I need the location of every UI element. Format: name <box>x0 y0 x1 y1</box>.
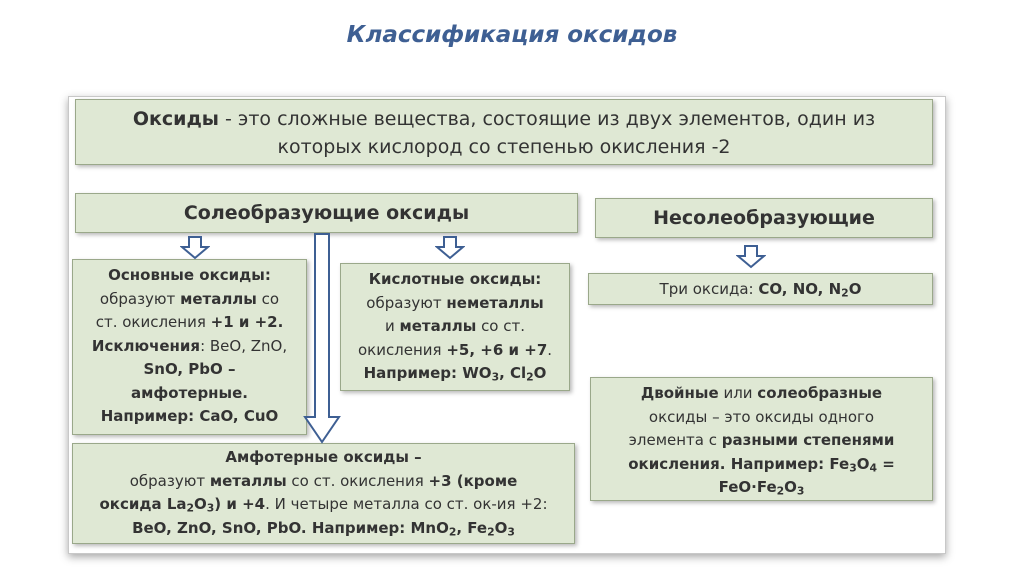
basic-line-5: SnO, PbO – <box>143 360 236 378</box>
definition-box <box>75 99 933 165</box>
acidic-line-5: Например: $WO_3$, $Cl_2O$ <box>363 364 547 384</box>
examples-prefix: Три оксида: <box>659 280 759 298</box>
basic-line-6: амфотерные. <box>131 383 248 402</box>
long-arrow-down-icon <box>302 233 342 445</box>
examples-formulas: CO, NO, $N_2O$ <box>758 280 862 300</box>
non-salt-forming-header <box>595 198 933 238</box>
basic-title: Основные оксиды: <box>108 266 271 284</box>
basic-line-7: Например: CaO, CuO <box>100 407 279 425</box>
definition-line-1 <box>76 105 932 133</box>
basic-line-3: ст. окисления +1 и +2. <box>95 313 284 331</box>
definition-line-2: которых кислород со степенью окисления -2 <box>277 136 731 158</box>
double-line-4: окисления. Например: $Fe_3O_4$ = <box>628 454 895 475</box>
double-line-2: оксиды – это оксиды одного <box>648 407 875 426</box>
amphoteric-line-3: оксида $La_2O_3$) и +4. И четыре металла со ст. ок-ия +2: <box>99 495 548 515</box>
double-line-3: элемента с разными степенями <box>628 431 895 449</box>
amphoteric-title: Амфотерные оксиды – <box>225 448 422 466</box>
double-line-5: $FeO\cdot Fe_2O_3$ <box>718 478 805 498</box>
definition-term: Оксиды <box>132 108 219 130</box>
amphoteric-line-4: BeO, ZnO, SnO, PbO. Например: MnO$_2$, $Fe_2O_3$ <box>132 518 515 539</box>
salt-forming-header <box>75 193 578 233</box>
arrow-down-icon <box>435 236 465 260</box>
salt-forming-title: Солеобразующие оксиды <box>183 202 470 224</box>
amphoteric-oxides-box <box>72 443 575 544</box>
arrow-down-icon <box>736 245 766 269</box>
double-oxides-box <box>590 377 933 501</box>
basic-oxides-box <box>72 259 307 435</box>
basic-line-2: образуют металлы со <box>99 289 280 308</box>
double-line-1: Двойные или солеобразные <box>640 384 883 402</box>
definition-text-1: - это сложные вещества, состоящие из двух элементов, один из <box>219 108 876 130</box>
arrow-down-icon <box>180 236 210 260</box>
basic-line-4: Исключения: BeO, ZnO, <box>91 336 288 355</box>
amphoteric-line-2: образуют металлы со ст. окисления +3 (кроме <box>129 471 518 490</box>
acidic-line-3: и металлы со ст. <box>384 317 526 335</box>
acidic-title: Кислотные оксиды: <box>368 270 542 288</box>
acidic-line-2: образуют неметаллы <box>366 293 544 312</box>
slide-title: Классификация оксидов <box>346 22 678 48</box>
acidic-line-4: окисления +5, +6 и +7. <box>357 340 553 359</box>
acidic-oxides-box <box>340 263 570 391</box>
non-salt-forming-examples-box <box>588 273 933 305</box>
non-salt-forming-title: Несолеобразующие <box>653 207 875 229</box>
